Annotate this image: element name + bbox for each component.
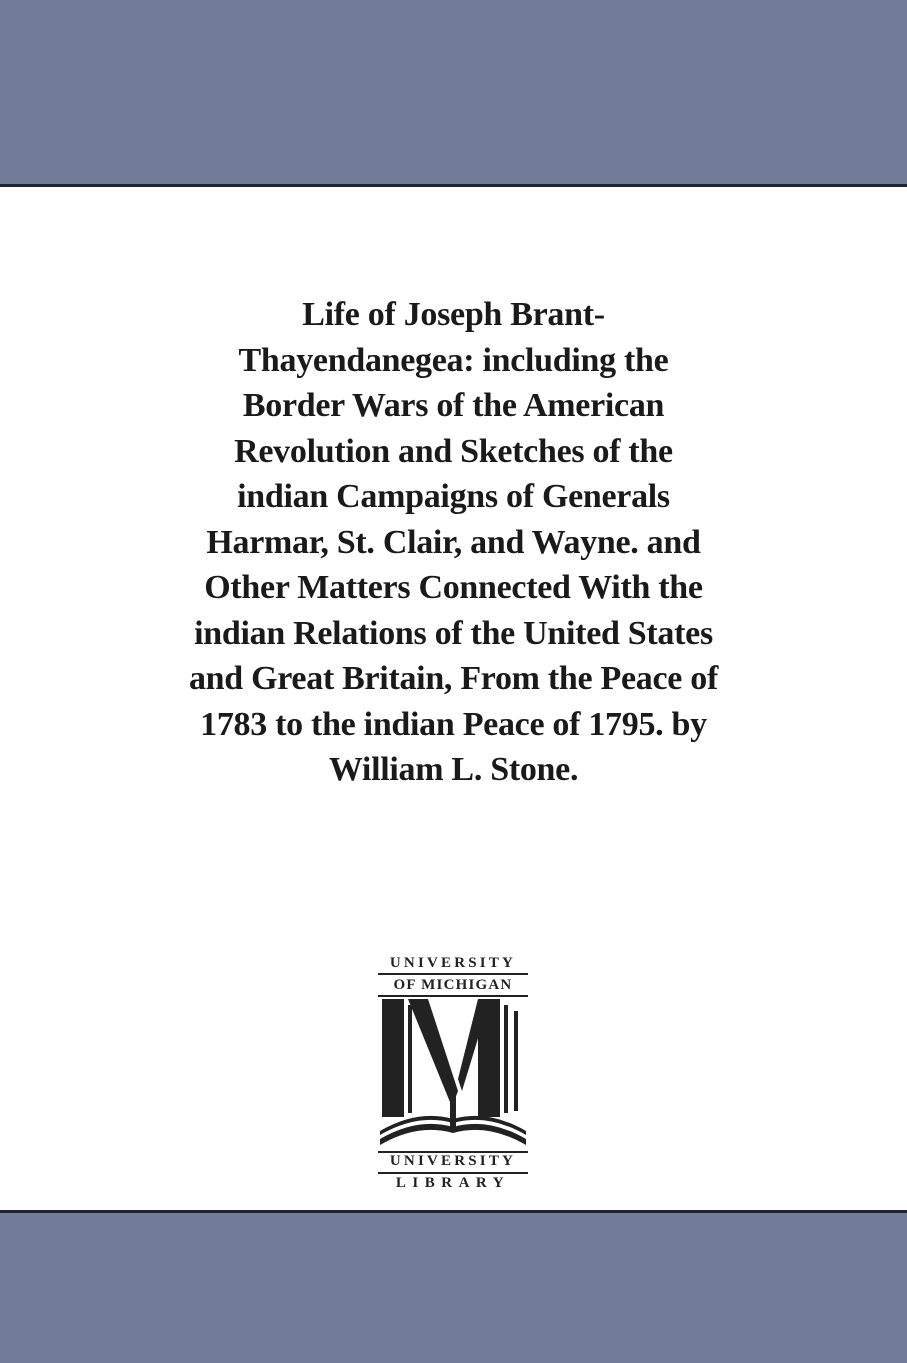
logo-divider [378, 973, 528, 975]
logo-text-library: LIBRARY [395, 1175, 511, 1191]
title-line: Harmar, St. Clair, and Wayne. and [206, 523, 701, 561]
title-line: Other Matters Connected With the [204, 569, 703, 606]
title-line: 1783 to the indian Peace of 1795. by [200, 705, 707, 743]
title-line: Thayendanegea: including the [238, 341, 669, 379]
title-line: indian Relations of the United States [194, 614, 713, 652]
title-line: Revolution and Sketches of the [234, 432, 673, 470]
top-color-band [0, 0, 907, 187]
logo-text-of-michigan: OF MICHIGAN [393, 977, 513, 993]
title-line: Life of Joseph Brant- [302, 296, 605, 333]
logo-divider [378, 995, 528, 997]
title-line: William L. Stone. [328, 751, 579, 788]
logo-divider [378, 1172, 528, 1174]
bottom-color-band [0, 1210, 907, 1363]
book-title [100, 292, 807, 793]
title-line: and Great Britain, From the Peace of [188, 660, 718, 697]
logo-text-university-lower: UNIVERSITY [389, 1153, 517, 1169]
title-line: indian Campaigns of Generals [237, 478, 670, 515]
title-line: Border Wars of the American [242, 387, 665, 424]
university-library-logo [376, 955, 530, 1195]
logo-text-university: UNIVERSITY [389, 955, 517, 971]
book-m-icon [378, 999, 528, 1149]
